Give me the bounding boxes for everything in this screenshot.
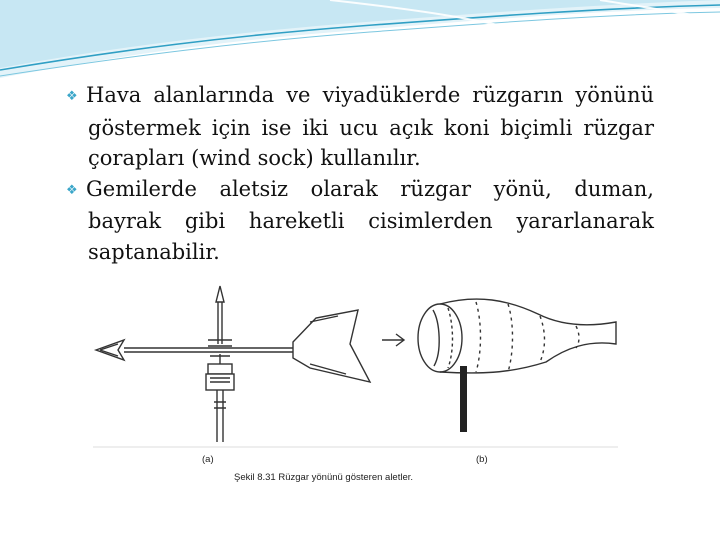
bullet-text: Gemilerde aletsiz olarak rüzgar yönü, duman, bayrak gibi hareketli cisimlerden yararlanarak saptanabilir. [86, 176, 654, 264]
bullet-item [66, 174, 654, 268]
wind-instruments-figure [88, 282, 628, 492]
wind-instruments-illustration [88, 282, 628, 492]
bullet-item [66, 80, 654, 174]
header-wave-decoration [0, 0, 720, 90]
bullet-list [66, 80, 654, 267]
direction-arrow-icon [382, 334, 404, 346]
wind-sock-drawing [418, 299, 616, 373]
bullet-text: Hava alanlarında ve viyadüklerde rüzgarın yönünü göstermek için ise iki ucu açık koni biçimli rüzgar çorapları (wind sock) kullanılır. [86, 83, 654, 170]
wind-sock-pole [460, 366, 467, 432]
wind-vane-drawing [96, 286, 370, 442]
figure-label-a: (a) [202, 454, 214, 465]
figure-caption: Şekil 8.31 Rüzgar yönünü gösteren aletler. [234, 472, 414, 483]
feather-bullet-icon: ❖ [66, 182, 78, 198]
figure-label-b: (b) [476, 454, 488, 465]
feather-bullet-icon: ❖ [66, 89, 78, 104]
